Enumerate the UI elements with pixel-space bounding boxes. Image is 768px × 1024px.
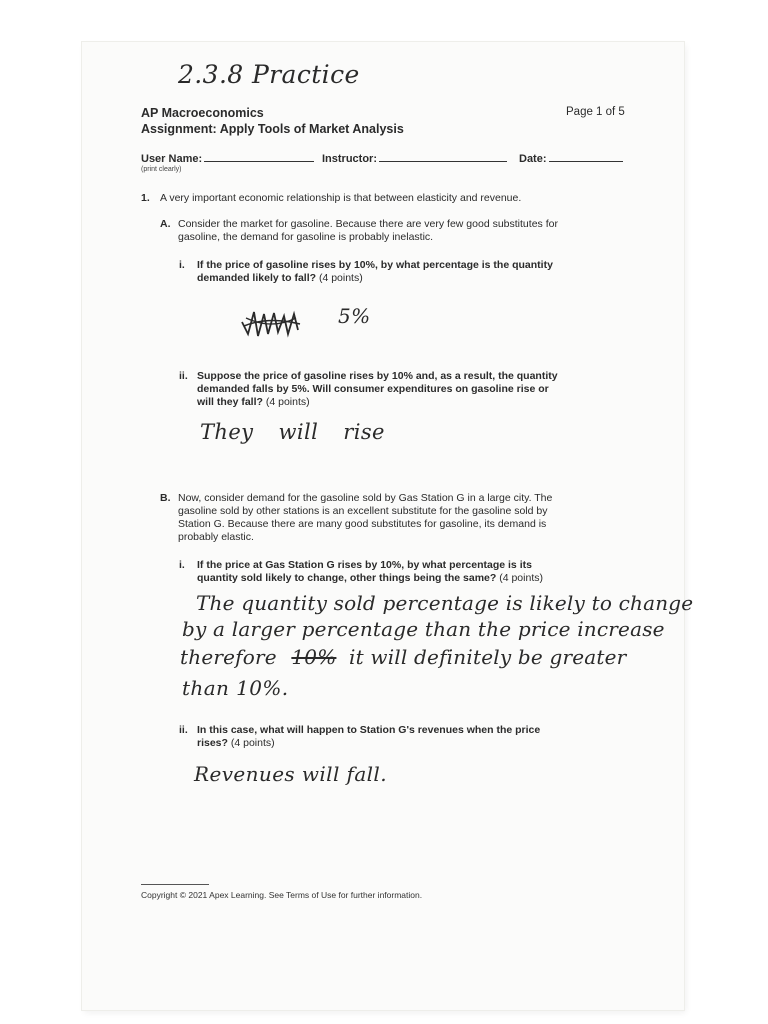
- q1-text: A very important economic relationship is that between elasticity and revenue.: [160, 192, 522, 204]
- copyright-footer: Copyright © 2021 Apex Learning. See Terms of Use for further information.: [141, 890, 423, 900]
- partA-ii-question-2: demanded falls by 5%. Will consumer expenditures on gasoline rise or: [197, 383, 549, 395]
- course-title: AP Macroeconomics: [141, 106, 264, 120]
- partA-ii-question-3: will they fall? (4 points): [197, 396, 310, 408]
- partB-ii-question-2: rises? (4 points): [197, 737, 275, 749]
- handwritten-title: 2.3.8 Practice: [178, 60, 360, 89]
- partA-ii-question-1: Suppose the price of gasoline rises by 10% and, as a result, the quantity: [197, 370, 558, 382]
- partB-ii-number: ii.: [179, 724, 188, 736]
- partB-i-question-1: If the price at Gas Station G rises by 10%, by what percentage is its: [197, 559, 532, 571]
- user-name-field: [141, 150, 314, 165]
- partB-i-number: i.: [179, 559, 185, 571]
- instructor-label: Instructor:: [322, 153, 377, 165]
- partA-text-2: gasoline, the demand for gasoline is probably inelastic.: [178, 231, 434, 243]
- partA-ii-answer: They will rise: [200, 420, 385, 444]
- instructor-field: [322, 150, 507, 165]
- user-name-label: User Name:: [141, 153, 203, 165]
- partA-ii-points: (4 points): [265, 396, 310, 408]
- partA-i-answer: 5%: [338, 304, 371, 328]
- partB-text-2: gasoline sold by other stations is an excellent substitute for the gasoline sold by: [178, 505, 548, 517]
- footer-rule: [141, 884, 209, 885]
- partB-ii-answer: Revenues will fall.: [194, 762, 387, 786]
- partA-i-number: i.: [179, 259, 185, 271]
- partB-i-question-2: quantity sold likely to change, other things being the same? (4 points): [197, 572, 543, 584]
- partB-letter: B.: [160, 492, 171, 504]
- q1-number: 1.: [141, 192, 150, 204]
- partB-i-points: (4 points): [499, 572, 543, 584]
- partA-i-question-1: If the price of gasoline rises by 10%, by what percentage is the quantity: [197, 259, 553, 271]
- date-field: [519, 150, 623, 165]
- date-blank: [549, 150, 623, 162]
- partB-ii-points: (4 points): [230, 737, 275, 749]
- partB-i-answer-line-2: by a larger percentage than the price increase: [182, 617, 665, 641]
- date-label: Date:: [519, 153, 547, 165]
- partA-ii-number: ii.: [179, 370, 188, 382]
- print-clearly-note: (print clearly): [141, 166, 182, 173]
- partB-text-4: probably elastic.: [178, 531, 254, 543]
- assignment-title: Assignment: Apply Tools of Market Analysis: [141, 122, 404, 136]
- page-number: Page 1 of 5: [566, 106, 625, 118]
- partB-i-answer-line-1: The quantity sold percentage is likely to change: [196, 591, 694, 615]
- partA-text-1: Consider the market for gasoline. Because there are very few good substitutes for: [178, 218, 558, 230]
- struck-out-text: 10%: [291, 645, 337, 669]
- partA-i-points: (4 points): [318, 272, 363, 284]
- partB-text-3: Station G. Because there are many good substitutes for gasoline, its demand is: [178, 518, 547, 530]
- partA-letter: A.: [160, 218, 171, 230]
- scribbled-out-answer: [238, 304, 304, 342]
- partB-i-answer-line-3: therefore 10% it will definitely be greater: [180, 645, 627, 669]
- partA-i-question-2: demanded likely to fall? (4 points): [197, 272, 363, 284]
- instructor-blank: [379, 150, 507, 162]
- partB-text-1: Now, consider demand for the gasoline sold by Gas Station G in a large city. The: [178, 492, 553, 504]
- partB-i-answer-line-4: than 10%.: [182, 676, 289, 700]
- partB-ii-question-1: In this case, what will happen to Station G's revenues when the price: [197, 724, 541, 736]
- user-name-blank: [204, 150, 314, 162]
